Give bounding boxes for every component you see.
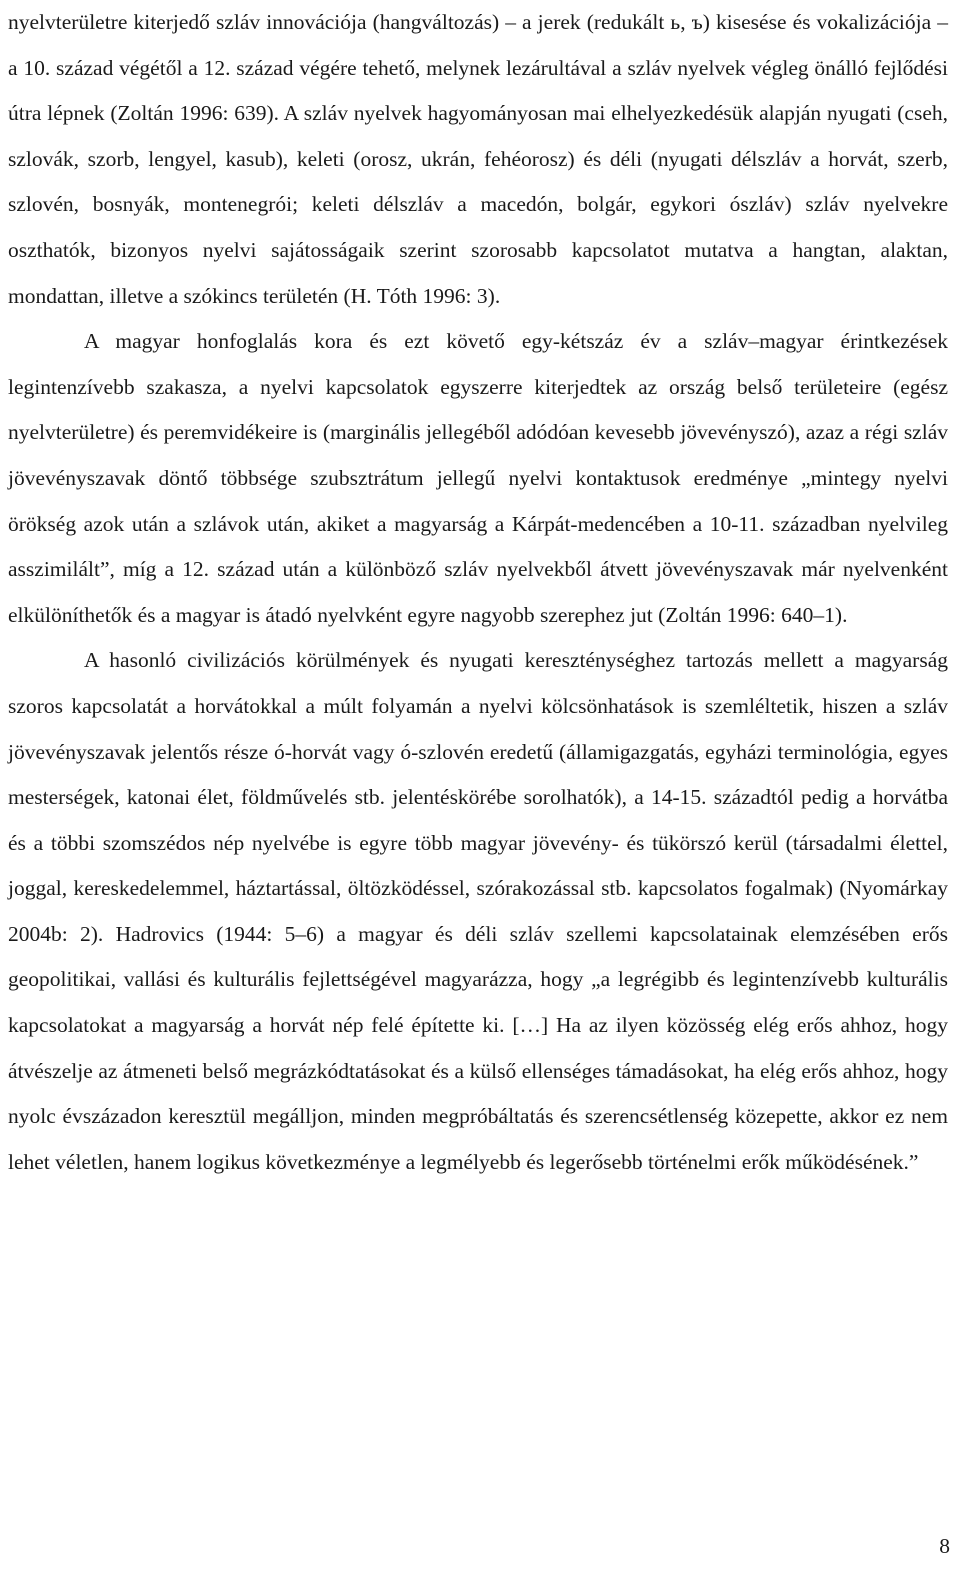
paragraph-2: A magyar honfoglalás kora és ezt követő egy-kétszáz év a szláv–magyar érintkezések legintenzívebb szakasza, a nyelvi kapcsolatok egyszerre kiterjedtek az ország belső területeire (egész nyelvterületre) és peremvidékeire is (marginális jellegéből adódóan kevesebb jövevényszó), azaz a régi szláv jövevényszavak döntő többsége szubsztrátum jellegű nyelvi kontaktusok eredménye „mintegy nyelvi örökség azok után a szlávok után, akiket a magyarság a Kárpát-medencében a 10-11. században nyelvileg asszimilált”, míg a 12. század után a különböző szláv nyelvekből átvett jövevényszavak már nyelvenként elkülöníthetők és a magyar is átadó nyelvként egyre nagyobb szerephez jut (Zoltán 1996: 640–1). xyxy=(8,329,948,627)
paragraph-3: A hasonló civilizációs körülmények és nyugati kereszténységhez tartozás mellett a magyarság szoros kapcsolatát a horvátokkal a múlt folyamán a nyelvi kölcsönhatások is szemléltetik, hiszen a szláv jövevényszavak jelentős része ó-horvát vagy ó-szlovén eredetű (államigazgatás, egyházi terminológia, egyes mesterségek, katonai élet, földművelés stb. jelentéskörébe sorolhatók), a 14-15. századtól pedig a horvátba és a többi szomszédos nép nyelvébe is egyre több magyar jövevény- és tükörszó kerül (társadalmi élettel, joggal, kereskedelemmel, háztartással, öltözködéssel, szórakozással stb. kapcsolatos fogalmak) (Nyomárkay 2004b: 2). Hadrovics (1944: 5–6) a magyar és déli szláv szellemi kapcsolatainak elemzésében erős geopolitikai, vallási és kulturális fejlettségével magyarázza, hogy „a legrégibb és legintenzívebb kulturális kapcsolatokat a magyarság a horvát nép felé építette ki. […] Ha az ilyen közösség elég erős ahhoz, hogy átvészelje az átmeneti belső megrázkódtatásokat és a külső ellenséges támadásokat, ha elég erős ahhoz, hogy nyolc évszázadon keresztül megálljon, minden megpróbáltatás és szerencsétlenség közepette, akkor ez nem lehet véletlen, hanem logikus következménye a legmélyebb és legerősebb történelmi erők működésének.” xyxy=(8,648,948,1174)
page-number: 8 xyxy=(939,1534,950,1558)
paragraph-1: nyelvterületre kiterjedő szláv innovációja (hangváltozás) – a jerek (redukált ь, ъ) kisesése és vokalizációja – a 10. század végétől a 12. század végére tehető, melynek lezárultával a szláv nyelvek végleg önálló fejlődési útra lépnek (Zoltán 1996: 639). A szláv nyelvek hagyományosan mai elhelyezkedésük alapján nyugati (cseh, szlovák, szorb, lengyel, kasub), keleti (orosz, ukrán, fehéorosz) és déli (nyugati délszláv a horvát, szerb, szlovén, bosnyák, montenegrói; keleti délszláv a macedón, bolgár, egykori ószláv) szláv nyelvekre oszthatók, bizonyos nyelvi sajátosságaik szerint szorosabb kapcsolatot mutatva a hangtan, alaktan, mondattan, illetve a szókincs területén (H. Tóth 1996: 3). xyxy=(8,10,948,308)
document-body xyxy=(8,0,948,1185)
